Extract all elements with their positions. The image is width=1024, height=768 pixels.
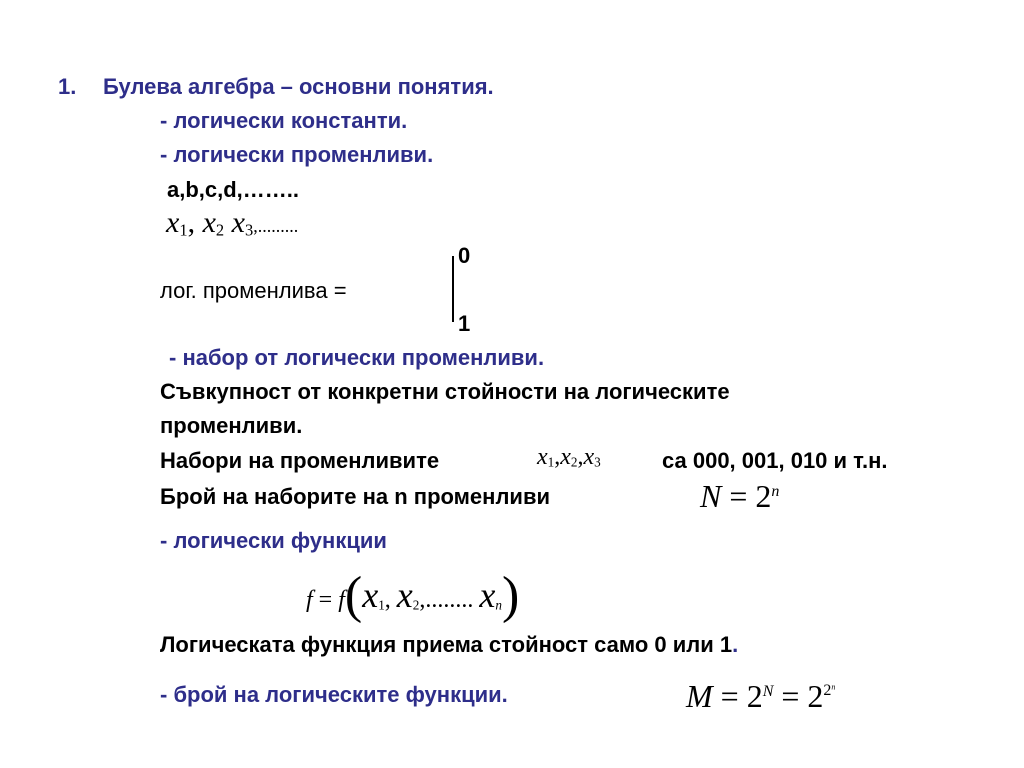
formula-exponent: N xyxy=(762,682,774,700)
function-statement xyxy=(160,632,738,658)
heading-title: Булева алгебра – основни понятия. xyxy=(103,74,494,99)
value-brace xyxy=(452,256,454,322)
formula-subscript: 2 xyxy=(412,597,420,613)
count-label: Брой на наборите на n променливи xyxy=(160,484,551,509)
formula-subscript: 3 xyxy=(594,454,601,470)
formula-var: x xyxy=(479,574,496,615)
x-list-formula xyxy=(166,206,298,240)
statement-period: . xyxy=(732,632,739,657)
bullet-variables: - логически променливи. xyxy=(160,142,434,167)
formula-var: x xyxy=(560,444,571,470)
formula-var: x xyxy=(231,206,245,239)
formula-subscript: 3 xyxy=(244,220,254,240)
formula-base: 2 xyxy=(755,478,772,514)
sets-values: са 000, 001, 010 и т.н. xyxy=(662,448,888,473)
formula-exponent: n xyxy=(771,482,780,500)
bullet-variable-set: - набор от логически променливи. xyxy=(169,345,545,370)
bullet-function-count: - брой на логическите функции. xyxy=(160,682,508,707)
formula-subscript: 1 xyxy=(547,454,555,470)
function-formula xyxy=(306,566,519,625)
formula-var: x xyxy=(362,574,379,615)
sets-formula xyxy=(537,444,601,471)
formula-comma: , xyxy=(577,444,584,470)
formula-var: x xyxy=(583,444,595,470)
statement-text: Логическата функция приема стойност само 0 или 1 xyxy=(160,632,733,657)
formula-comma: , xyxy=(384,586,397,613)
formula-comma: , xyxy=(554,444,561,470)
formula-subscript: 1 xyxy=(378,597,385,613)
value-zero: 0 xyxy=(458,243,471,268)
formula-exponent-base xyxy=(823,682,835,699)
formula-dots: ,........ xyxy=(419,586,480,613)
formula-exponent-exp: n xyxy=(831,682,836,692)
formula-equals: = xyxy=(712,678,747,714)
formula-subscript: 1 xyxy=(179,220,188,240)
formula-base: 2 xyxy=(746,678,763,714)
formula-var: x xyxy=(396,574,413,615)
formula-f: f xyxy=(338,586,345,613)
formula-var: x xyxy=(166,206,180,239)
logical-variable-label: лог. променлива = xyxy=(160,278,347,303)
formula-f: f xyxy=(306,586,313,613)
bullet-functions: - логически функции xyxy=(160,528,387,553)
formula-subscript: n xyxy=(495,597,502,613)
function-count-formula xyxy=(686,678,835,715)
bullet-constants: - логически константи. xyxy=(160,108,408,133)
sets-label: Набори на променливите xyxy=(160,448,440,473)
formula-paren-left: ( xyxy=(344,567,363,624)
formula-comma: , xyxy=(187,206,196,239)
formula-equals: = xyxy=(721,478,756,514)
formula-var: x xyxy=(202,206,216,239)
formula-subscript: 2 xyxy=(215,220,225,240)
formula-lhs: M xyxy=(686,678,713,714)
value-one: 1 xyxy=(458,311,471,336)
formula-lhs: N xyxy=(700,478,722,514)
formula-dots: ,......... xyxy=(253,216,299,236)
formula-equals: = xyxy=(773,678,808,714)
heading-number: 1. xyxy=(58,74,77,99)
formula-subscript: 2 xyxy=(570,454,578,470)
sets-definition-line1: Съвкупност от конкретни стойности на логическите xyxy=(160,379,730,404)
count-formula xyxy=(700,478,779,515)
formula-base: 2 xyxy=(807,678,824,714)
sets-definition-line2: променливи. xyxy=(160,413,303,438)
formula-exponent-two: 2 xyxy=(823,682,832,699)
formula-paren-right: ) xyxy=(501,567,520,624)
formula-var: x xyxy=(537,444,548,470)
formula-equals: = xyxy=(312,586,339,613)
variable-letters: a,b,c,d,…….. xyxy=(167,177,300,202)
